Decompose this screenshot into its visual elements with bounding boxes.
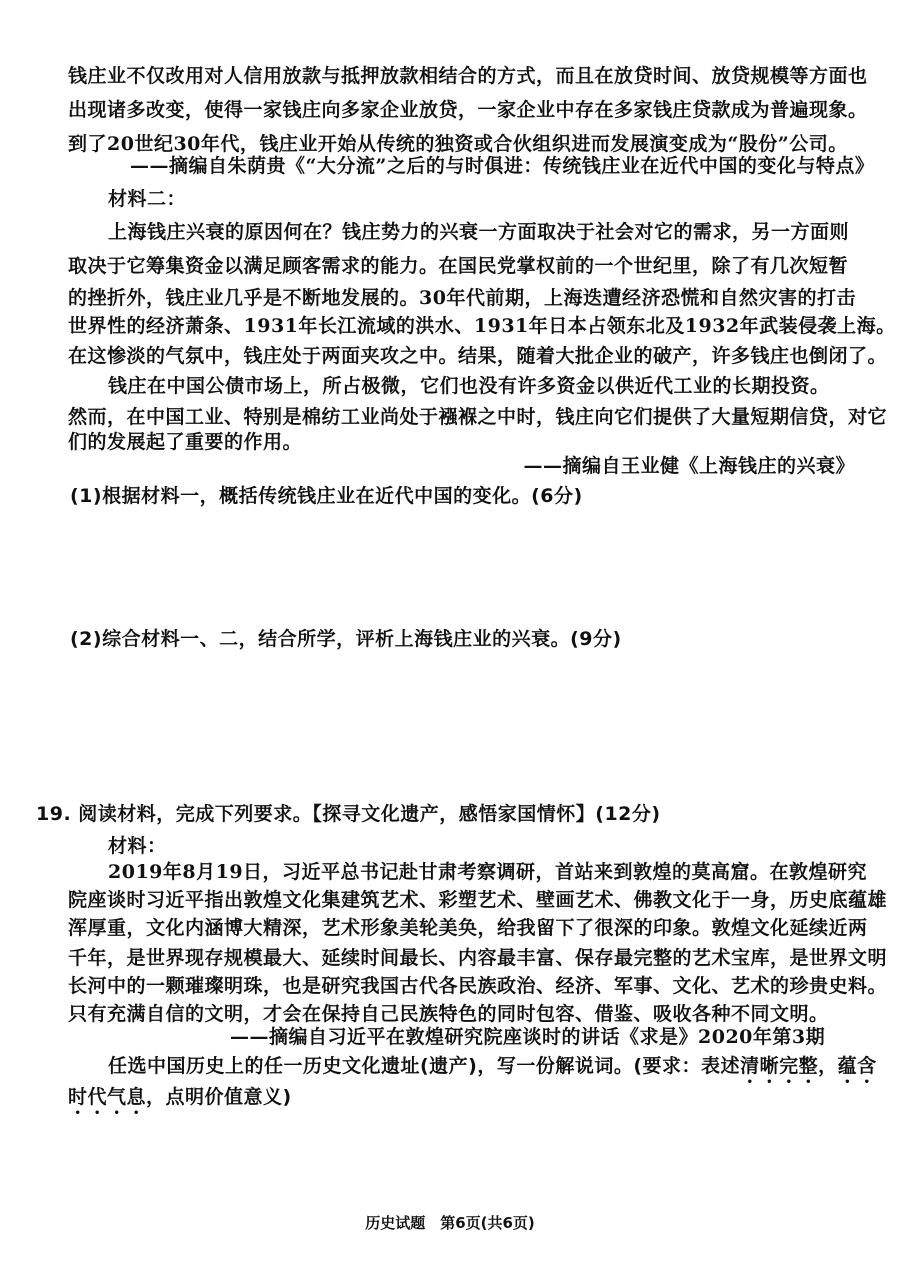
question-19-line-6: 只有充满自信的文明，才会在保持自己民族特色的同时包容、借鉴、吸收各种不同文明。 — [68, 1003, 829, 1025]
question-19-line-2: 院座谈时习近平指出敦煌文化集建筑艺术、彩塑艺术、壁画艺术、佛教文化于一身，历史底蕴雄 — [68, 889, 888, 911]
question-19-line-5: 长河中的一颗璀璨明珠，也是研究我国古代各民族政治、经济、军事、文化、艺术的珍贵史料。 — [68, 975, 888, 997]
material1-line-1: 钱庄业不仅改用对人信用放款与抵押放款相结合的方式，而且在放贷时间、放贷规模等方面也 — [68, 65, 868, 87]
page-footer: 历史试题 第6页(共6页) — [365, 1214, 535, 1232]
material1-source: ——摘编自朱荫贵《“大分流”之后的与时俱进：传统钱庄业在近代中国的变化与特点》 — [130, 155, 875, 177]
material2-p1-line-2: 取决于它筹集资金以满足顾客需求的能力。在国民党掌权前的一个世纪里，除了有几次短暂 — [68, 255, 849, 277]
question-19-line-3: 浑厚重，文化内涵博大精深，艺术形象美轮美奂，给我留下了很深的印象。敦煌文化延续近两 — [68, 917, 868, 939]
material2-p1-line-5: 在这惨淡的气氛中，钱庄处于两面夹攻之中。结果，随着大批企业的破产，许多钱庄也倒闭了。 — [68, 345, 888, 367]
question-19-source: ——摘编自习近平在敦煌研究院座谈时的讲话《求是》2020年第3期 — [230, 1026, 826, 1048]
question-19-material-label: 材料： — [108, 835, 167, 857]
question-1: (1)根据材料一，概括传统钱庄业在近代中国的变化。(6分) — [70, 485, 583, 507]
task-emphasis-contain: 蕴含 — [837, 1055, 877, 1077]
task-emphasis-era-spirit: 时代气息 — [68, 1086, 147, 1108]
question-19-line-1: 2019年8月19日，习近平总书记赴甘肃考察调研，首站来到敦煌的莫高窟。在敦煌研究 — [108, 861, 868, 883]
task-text-comma: ， — [818, 1055, 838, 1077]
question-19-line-4: 千年，是世界现存规模最大、延续时间最长、内容最丰富、保存最完整的艺术宝库，是世界文明 — [68, 947, 888, 969]
question-2: (2)综合材料一、二，结合所学，评析上海钱庄业的兴衰。(9分) — [70, 628, 622, 650]
material2-heading: 材料二： — [108, 188, 187, 210]
material2-p2-line-1: 钱庄在中国公债市场上，所占极微，它们也没有许多资金以供近代工业的长期投资。 — [108, 375, 830, 397]
material2-p2-line-3: 们的发展起了重要的作用。 — [68, 431, 303, 453]
question-19-title: 19. 阅读材料，完成下列要求。【探寻文化遗产，感悟家国情怀】(12分) — [36, 803, 661, 825]
material2-p1-line-1: 上海钱庄兴衰的原因何在？钱庄势力的兴衰一方面取决于社会对它的需求，另一方面则 — [108, 221, 850, 243]
material1-line-3: 到了20世纪30年代，钱庄业开始从传统的独资或合伙组织进而发展演变成为“股份”公司。 — [68, 133, 848, 155]
material2-p2-line-2: 然而，在中国工业、特别是棉纺工业尚处于襁褓之中时，钱庄向它们提供了大量短期信贷，对它 — [68, 406, 888, 428]
material2-source: ——摘编自王业健《上海钱庄的兴衰》 — [523, 455, 855, 477]
material1-line-2: 出现诸多改变，使得一家钱庄向多家企业放贷，一家企业中存在多家钱庄贷款成为普遍现象。 — [68, 99, 868, 121]
material2-p1-line-4: 世界性的经济萧条、1931年长江流域的洪水、1931年日本占领东北及1932年武装侵袭上海。 — [68, 315, 896, 337]
task-text-a: 任选中国历史上的任一历史文化遗址(遗产)，写一份解说词。(要求：表述 — [108, 1055, 741, 1077]
question-19-task-line-2 — [68, 1083, 292, 1119]
task-text-b: ，点明价值意义) — [146, 1086, 292, 1108]
material2-p1-line-3: 的挫折外，钱庄业几乎是不断地发展的。30年代前期，上海迭遭经济恐慌和自然灾害的打击 — [68, 287, 856, 309]
task-emphasis-clear-complete: 清晰完整 — [740, 1055, 819, 1077]
